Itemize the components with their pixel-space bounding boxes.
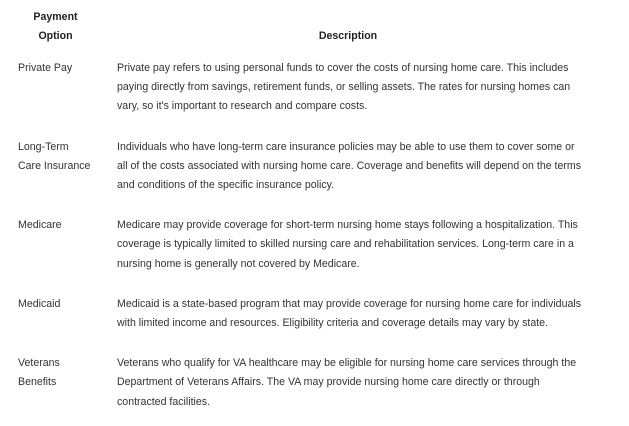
payment-options-table <box>10 3 595 423</box>
row-option: Medicare <box>18 219 62 232</box>
row-description: Individuals who have long-term care insurance policies may be able to use them to cover some or all of the costs associated with nursing home care. Coverage and benefits will depend on the terms and conditions of the specific insurance policy. <box>117 140 582 192</box>
row-description: Veterans who qualify for VA healthcare may be eligible for nursing home care services through the Department of Veterans Affairs. The VA may provide nursing home care directly or through contracted facilities. <box>117 357 577 408</box>
row-option: Long-Term Care Insurance <box>18 140 91 172</box>
row-description: Medicare may provide coverage for short-term nursing home stays following a hospitalization. This coverage is typically limited to skilled nursing care and rehabilitation services. Long-term care in a nursing home is generally not covered by Medicare. <box>117 219 578 270</box>
header-payment-option: Payment Option <box>33 11 78 42</box>
header-description: Description <box>318 30 378 42</box>
table-row <box>10 49 595 128</box>
row-option: Medicaid <box>18 297 61 310</box>
table-row <box>10 344 595 423</box>
table-row <box>10 128 595 207</box>
row-option: Veterans Benefits <box>18 357 60 389</box>
row-description: Private pay refers to using personal funds to cover the costs of nursing home care. This includes paying directly from savings, retirement funds, or selling assets. The rates for nursing homes can vary, so it's important to research and compare costs. <box>117 62 571 113</box>
row-description: Medicaid is a state-based program that may provide coverage for nursing home care for individuals with limited income and resources. Eligibility criteria and coverage details may vary by state. <box>117 297 582 330</box>
row-option: Private Pay <box>18 62 73 74</box>
table-header-row <box>10 3 595 49</box>
table-row <box>10 206 595 285</box>
table-row <box>10 285 595 344</box>
